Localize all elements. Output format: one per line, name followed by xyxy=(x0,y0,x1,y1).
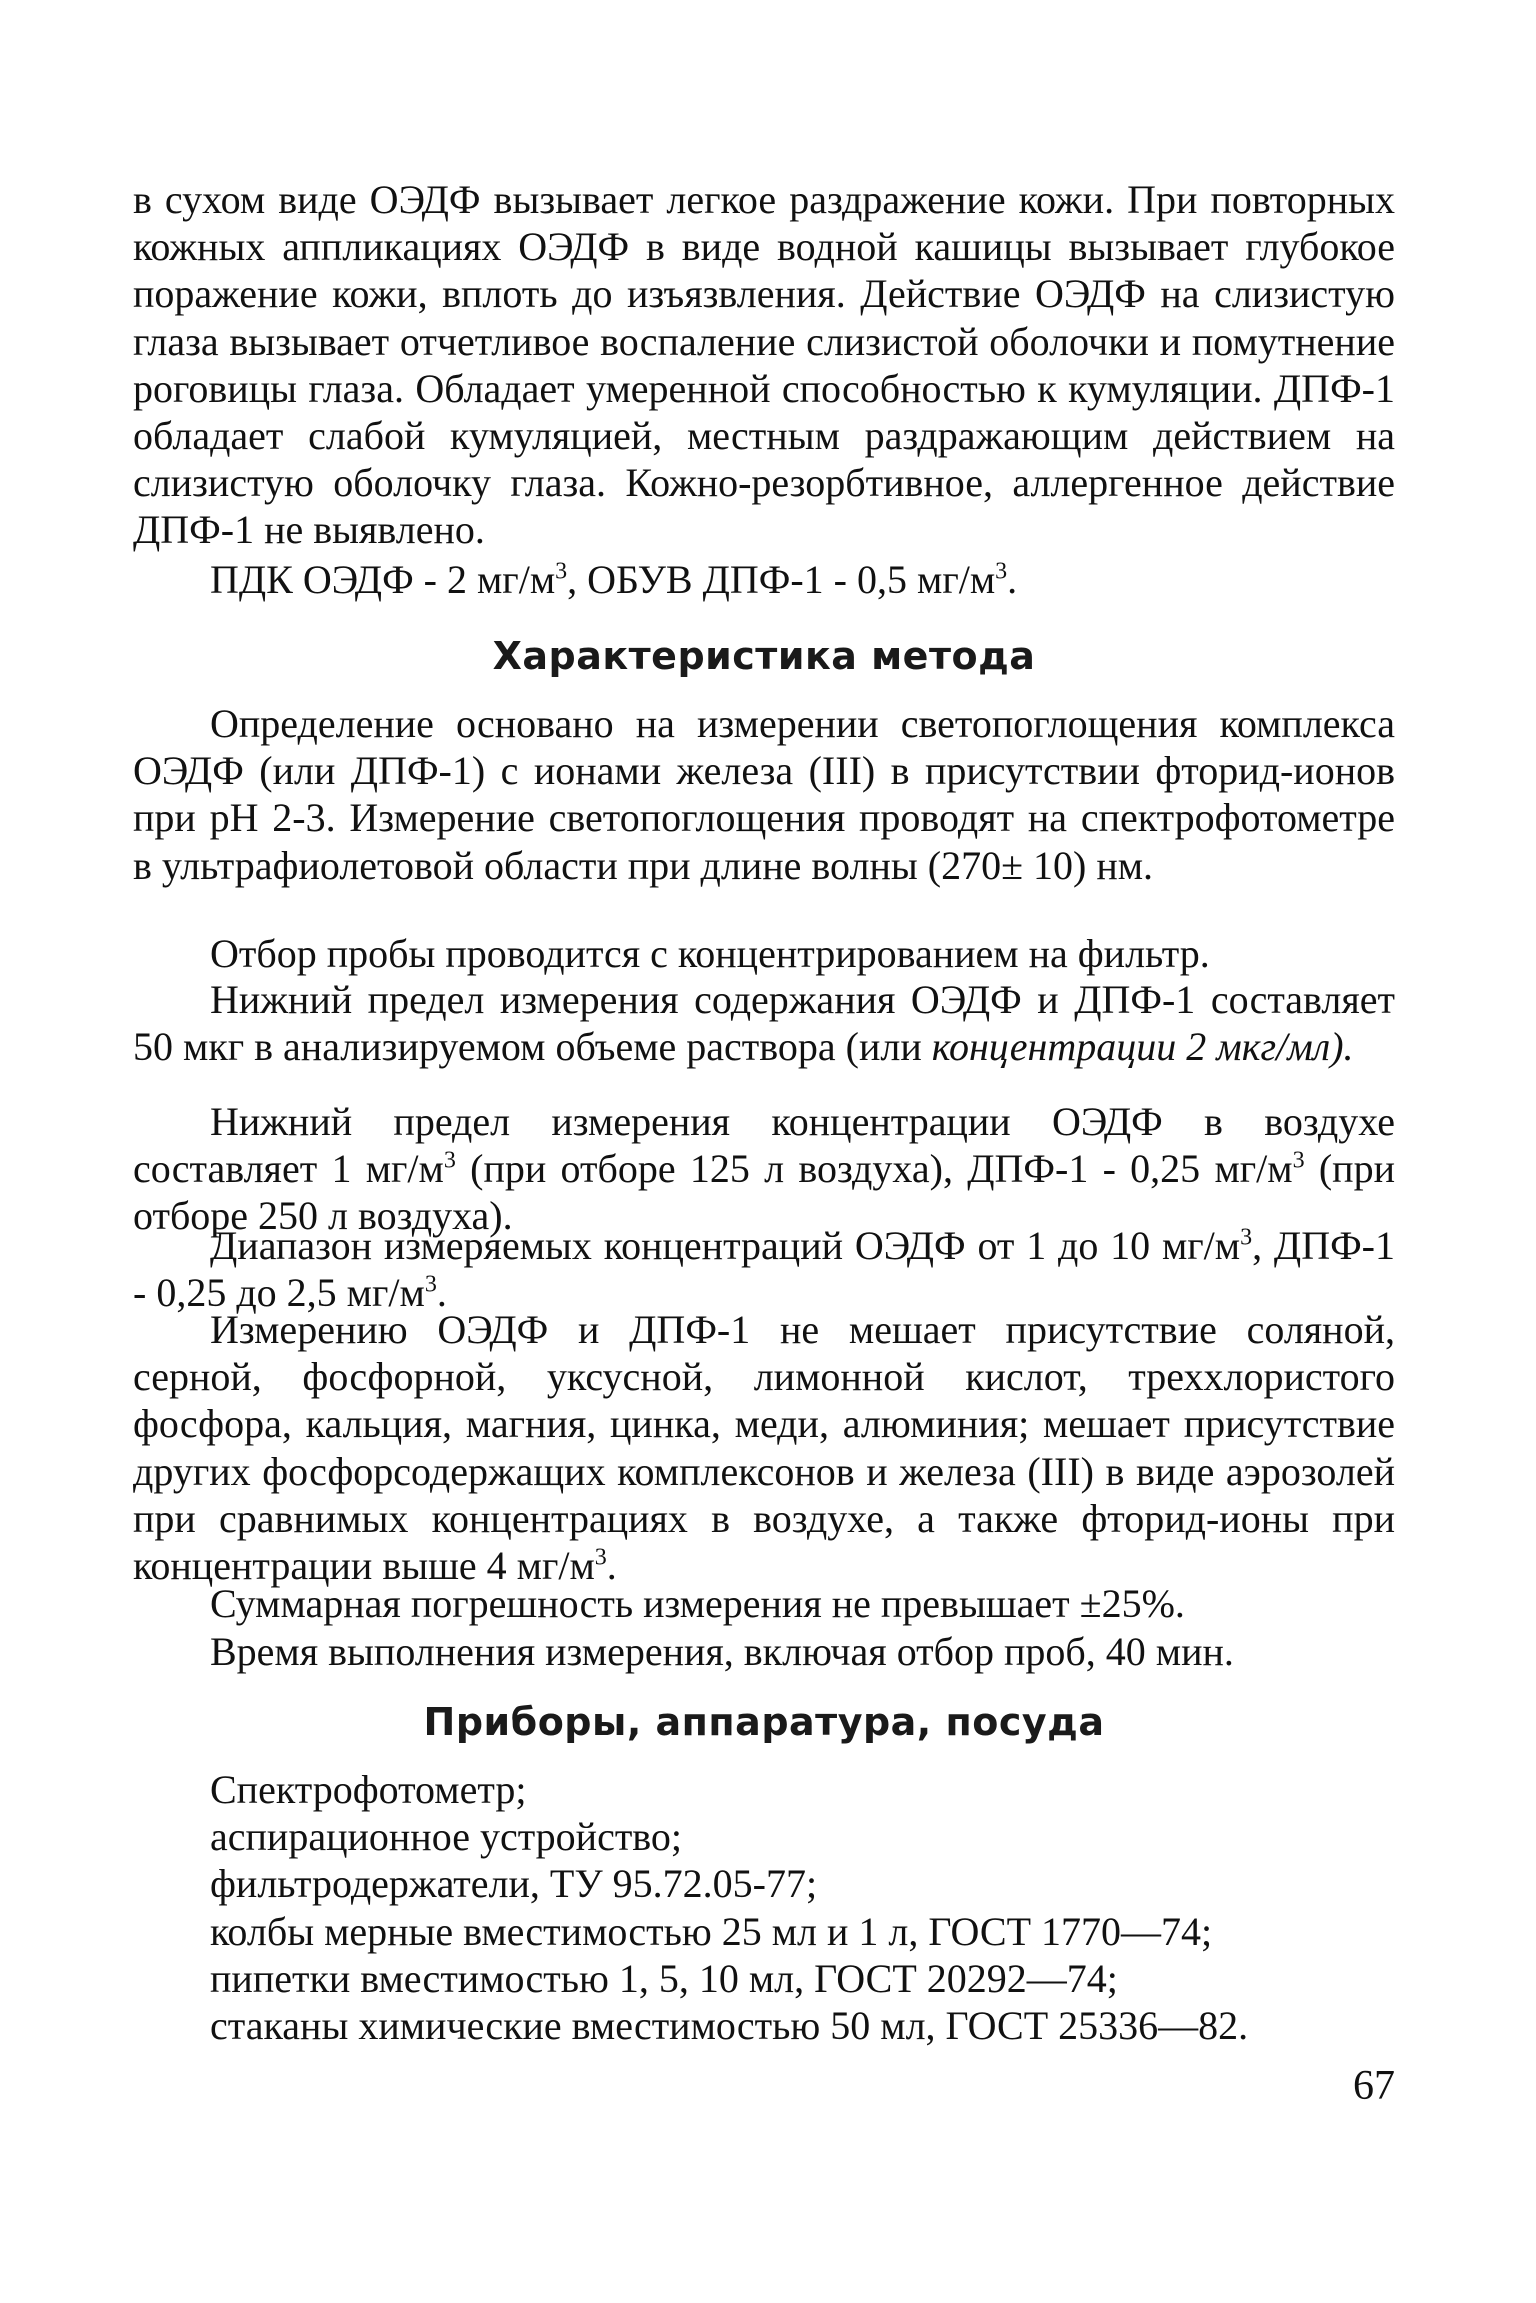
pdk-text-end: . xyxy=(1007,557,1018,602)
p3-italic: концентрации 2 мкг/мл). xyxy=(931,1024,1354,1070)
section-heading-method: Характеристика метода xyxy=(492,634,1036,678)
equipment-item: колбы мерные вместимостью 25 мл и 1 л, ГОСТ 1770—74; xyxy=(210,1908,1213,1954)
method-paragraph-3 xyxy=(133,976,1395,1070)
method-paragraph-2: Отбор пробы проводится с концентрированием на фильтр. xyxy=(210,931,1210,976)
superscript: 3 xyxy=(594,1544,607,1571)
superscript: 3 xyxy=(424,1271,437,1298)
method-paragraph-5 xyxy=(133,1222,1395,1316)
equipment-list xyxy=(210,1766,1395,2049)
pdk-text-a: ПДК ОЭДФ - 2 мг/м xyxy=(210,557,556,602)
equipment-item: аспирационное устройство; xyxy=(210,1814,683,1860)
method-paragraph-4 xyxy=(133,1098,1395,1240)
equipment-item: Спектрофотометр; xyxy=(210,1767,527,1812)
p5-text-c: . xyxy=(436,1270,447,1316)
p4-text-b: (при отборе 125 л воздуха), ДПФ-1 - 0,25 мг/м xyxy=(455,1146,1293,1192)
method-paragraph-6 xyxy=(133,1306,1395,1589)
section-heading-equipment: Приборы, аппаратура, посуда xyxy=(423,1700,1105,1744)
superscript: 3 xyxy=(995,558,1008,585)
equipment-item: фильтродержатели, ТУ 95.72.05-77; xyxy=(210,1861,818,1907)
p4-text-c: (при отборе 250 л воздуха). xyxy=(133,1146,1395,1239)
intro-paragraph: в сухом виде ОЭДФ вызывает легкое раздражение кожи. При повторных кожных аппликациях ОЭДФ в виде водной кашицы вызывает глубокое поражение кожи, вплоть до изъязвления. Действие ОЭДФ на слизистую глаза вызывает отчетливое воспаление слизистой оболочки и помутнение роговицы глаза. Обладает умеренной способностью к кумуляции. ДПФ-1 обладает слабой кумуляцией, местным раздражающим действием на слизистую оболочку глаза. Кожно-резорбтивное, аллергенное действие ДПФ-1 не выявлено. xyxy=(133,177,1395,553)
p5-text-a: Диапазон измеряемых концентраций ОЭДФ от 1 до 10 мг/м xyxy=(210,1223,1241,1268)
pdk-text-b: , ОБУВ ДПФ-1 - 0,5 мг/м xyxy=(567,557,996,602)
p3-lead: Нижний предел измерения содержания ОЭДФ и ДПФ-1 составляет 50 мкг в анализируемом объеме раствора (или xyxy=(133,977,1395,1070)
superscript: 3 xyxy=(443,1147,456,1174)
pdk-formula xyxy=(210,556,1017,604)
p6-text-b: . xyxy=(606,1543,617,1589)
p6-text-a: Измерению ОЭДФ и ДПФ-1 не мешает присутствие соляной, серной, фосфорной, уксусной, лимонной кислот, треххлористого фосфора, кальция, магния, цинка, меди, алюминия; мешает присутствие других фосфорсодержащих комплексонов и железа (III) в виде аэрозолей при сравнимых концентрациях в воздухе, а также фторид-ионы при концентрации выше 4 мг/м xyxy=(133,1307,1395,1589)
p5-text-b: , ДПФ-1 - 0,25 до 2,5 мг/м xyxy=(133,1223,1396,1316)
method-paragraph-1: Определение основано на измерении светопоглощения комплекса ОЭДФ (или ДПФ-1) с ионами железа (III) в присутствии фторид-ионов при pH 2-3. Измерение светопоглощения проводят на спектрофотометре в ультрафиолетовой области при длине волны (270± 10) нм. xyxy=(133,701,1395,888)
page-number: 67 xyxy=(1353,2063,1395,2109)
superscript: 3 xyxy=(555,558,568,585)
method-paragraph-8: Время выполнения измерения, включая отбор проб, 40 мин. xyxy=(210,1629,1234,1674)
superscript: 3 xyxy=(1240,1224,1253,1251)
p4-text-a: Нижний предел измерения концентрации ОЭДФ в воздухе составляет 1 мг/м xyxy=(133,1099,1395,1192)
superscript: 3 xyxy=(1292,1147,1305,1174)
equipment-item: стаканы химические вместимостью 50 мл, ГОСТ 25336—82. xyxy=(210,2003,1249,2049)
method-paragraph-7: Суммарная погрешность измерения не превышает ±25%. xyxy=(210,1581,1185,1626)
equipment-item: пипетки вместимостью 1, 5, 10 мл, ГОСТ 20292—74; xyxy=(210,1955,1118,2001)
